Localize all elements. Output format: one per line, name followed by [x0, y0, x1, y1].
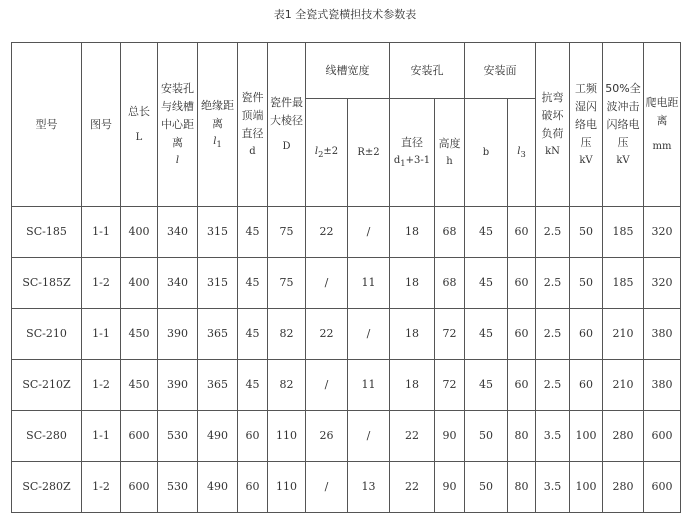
- table-cell: 450: [121, 309, 158, 360]
- table-cell: 530: [158, 462, 198, 513]
- table-cell: 450: [121, 360, 158, 411]
- table-cell: 380: [644, 309, 681, 360]
- table-cell: 390: [158, 309, 198, 360]
- table-cell: 2.5: [536, 258, 570, 309]
- table-cell: 60: [508, 258, 536, 309]
- table-title: 表1 全瓷式瓷横担技术参数表: [273, 8, 417, 21]
- header-row-1: [12, 43, 681, 99]
- table-cell: 50: [570, 207, 603, 258]
- table-cell: 210: [603, 360, 644, 411]
- table-cell: 60: [508, 360, 536, 411]
- table-cell: 280: [603, 411, 644, 462]
- table-cell: 45: [465, 360, 508, 411]
- header-mount-hole: 安装孔: [390, 43, 465, 99]
- table-cell: 315: [198, 258, 238, 309]
- table-cell: 280: [603, 462, 644, 513]
- header-impulse-flashover: 50%全 波冲击 闪络电 压 kV: [603, 43, 644, 207]
- table-cell: 185: [603, 207, 644, 258]
- table-cell: 82: [268, 360, 306, 411]
- header-groove-width: 线槽宽度: [306, 43, 390, 99]
- table-cell: 320: [644, 207, 681, 258]
- header-insulation-distance: 绝缘距 离 $l_1$: [198, 43, 238, 207]
- table-cell: 60: [238, 411, 268, 462]
- table-cell: 11: [348, 360, 390, 411]
- table-cell: 26: [306, 411, 348, 462]
- header-mount-hole-diameter: 直径 $d_1+3-1$: [390, 99, 435, 207]
- table-row: [12, 258, 681, 309]
- table-cell: 60: [508, 207, 536, 258]
- header-top-diameter: 瓷件 顶端 直径 d: [238, 43, 268, 207]
- table-cell: 75: [268, 207, 306, 258]
- table-body: [12, 207, 681, 513]
- table-cell: 18: [390, 207, 435, 258]
- table-cell: 45: [238, 207, 268, 258]
- table-cell: 365: [198, 309, 238, 360]
- table-cell: 80: [508, 462, 536, 513]
- table-row: [12, 360, 681, 411]
- table-cell: /: [348, 411, 390, 462]
- header-mount-face-l3: $l_3$: [508, 99, 536, 207]
- table-cell: 60: [570, 309, 603, 360]
- table-cell: 1-1: [82, 207, 121, 258]
- table-cell: 390: [158, 360, 198, 411]
- table-cell: 11: [348, 258, 390, 309]
- table-cell: 2.5: [536, 207, 570, 258]
- table-cell: 50: [465, 411, 508, 462]
- table-cell: 22: [390, 462, 435, 513]
- header-wet-flashover: 工频 湿闪 络电 压 kV: [570, 43, 603, 207]
- table-cell: 1-2: [82, 462, 121, 513]
- table-cell: 365: [198, 360, 238, 411]
- table-cell: 13: [348, 462, 390, 513]
- table-cell: SC-185Z: [12, 258, 82, 309]
- table-cell: /: [306, 360, 348, 411]
- table-cell: 18: [390, 360, 435, 411]
- table-cell: SC-210Z: [12, 360, 82, 411]
- header-mount-face-b: b: [465, 99, 508, 207]
- table-cell: 22: [390, 411, 435, 462]
- table-cell: 600: [644, 411, 681, 462]
- table-cell: SC-185: [12, 207, 82, 258]
- parameter-table: [11, 42, 681, 513]
- table-cell: 60: [238, 462, 268, 513]
- table-cell: 340: [158, 258, 198, 309]
- table-cell: 1-1: [82, 309, 121, 360]
- table-cell: 490: [198, 462, 238, 513]
- table-cell: 600: [121, 462, 158, 513]
- table-cell: 45: [465, 309, 508, 360]
- table-cell: 3.5: [536, 411, 570, 462]
- table-cell: 45: [238, 360, 268, 411]
- table-cell: /: [348, 207, 390, 258]
- table-cell: 400: [121, 207, 158, 258]
- table-cell: 490: [198, 411, 238, 462]
- table-cell: 68: [435, 258, 465, 309]
- table-cell: 1-2: [82, 360, 121, 411]
- table-cell: 60: [508, 309, 536, 360]
- table-cell: 100: [570, 462, 603, 513]
- table-cell: 100: [570, 411, 603, 462]
- table-cell: SC-280Z: [12, 462, 82, 513]
- table-cell: 80: [508, 411, 536, 462]
- table-cell: /: [348, 309, 390, 360]
- table-cell: 90: [435, 411, 465, 462]
- table-cell: 315: [198, 207, 238, 258]
- table-row: [12, 462, 681, 513]
- table-cell: 600: [121, 411, 158, 462]
- table-cell: 50: [570, 258, 603, 309]
- table-cell: 110: [268, 462, 306, 513]
- table-cell: /: [306, 462, 348, 513]
- table-cell: 72: [435, 309, 465, 360]
- header-hole-to-groove: 安装孔 与线槽 中心距 离 l: [158, 43, 198, 207]
- table-cell: 1-1: [82, 411, 121, 462]
- table-row: [12, 411, 681, 462]
- table-cell: 2.5: [536, 360, 570, 411]
- table-row: [12, 309, 681, 360]
- table-cell: 530: [158, 411, 198, 462]
- table-cell: 1-2: [82, 258, 121, 309]
- table-cell: 320: [644, 258, 681, 309]
- header-mount-hole-height: 高度 h: [435, 99, 465, 207]
- table-cell: 45: [465, 258, 508, 309]
- table-cell: 68: [435, 207, 465, 258]
- header-groove-width-r: R±2: [348, 99, 390, 207]
- table-cell: 90: [435, 462, 465, 513]
- table-cell: 72: [435, 360, 465, 411]
- header-max-rib-diameter: 瓷件最 大棱径 D: [268, 43, 306, 207]
- header-creepage: 爬电距 离 mm: [644, 43, 681, 207]
- table-cell: 2.5: [536, 309, 570, 360]
- table-cell: 600: [644, 462, 681, 513]
- table-cell: SC-210: [12, 309, 82, 360]
- header-mount-face: 安装面: [465, 43, 536, 99]
- table-cell: 50: [465, 462, 508, 513]
- header-model: 型号: [12, 43, 82, 207]
- table-cell: 45: [238, 258, 268, 309]
- table-cell: 60: [570, 360, 603, 411]
- header-drawing: 图号: [82, 43, 121, 207]
- table-cell: 400: [121, 258, 158, 309]
- table-cell: 185: [603, 258, 644, 309]
- table-cell: /: [306, 258, 348, 309]
- table-cell: 210: [603, 309, 644, 360]
- table-cell: 22: [306, 207, 348, 258]
- table-cell: 75: [268, 258, 306, 309]
- table-cell: 3.5: [536, 462, 570, 513]
- table-cell: 22: [306, 309, 348, 360]
- header-bending-load: 抗弯 破坏 负荷 kN: [536, 43, 570, 207]
- table-cell: 110: [268, 411, 306, 462]
- table-row: [12, 207, 681, 258]
- table-cell: 340: [158, 207, 198, 258]
- header-groove-width-l2: $l_2\pm 2$: [306, 99, 348, 207]
- table-cell: 18: [390, 309, 435, 360]
- table-cell: 380: [644, 360, 681, 411]
- header-total-length: 总长 L: [121, 43, 158, 207]
- table-cell: 18: [390, 258, 435, 309]
- table-cell: 82: [268, 309, 306, 360]
- table-cell: SC-280: [12, 411, 82, 462]
- table-cell: 45: [238, 309, 268, 360]
- table-cell: 45: [465, 207, 508, 258]
